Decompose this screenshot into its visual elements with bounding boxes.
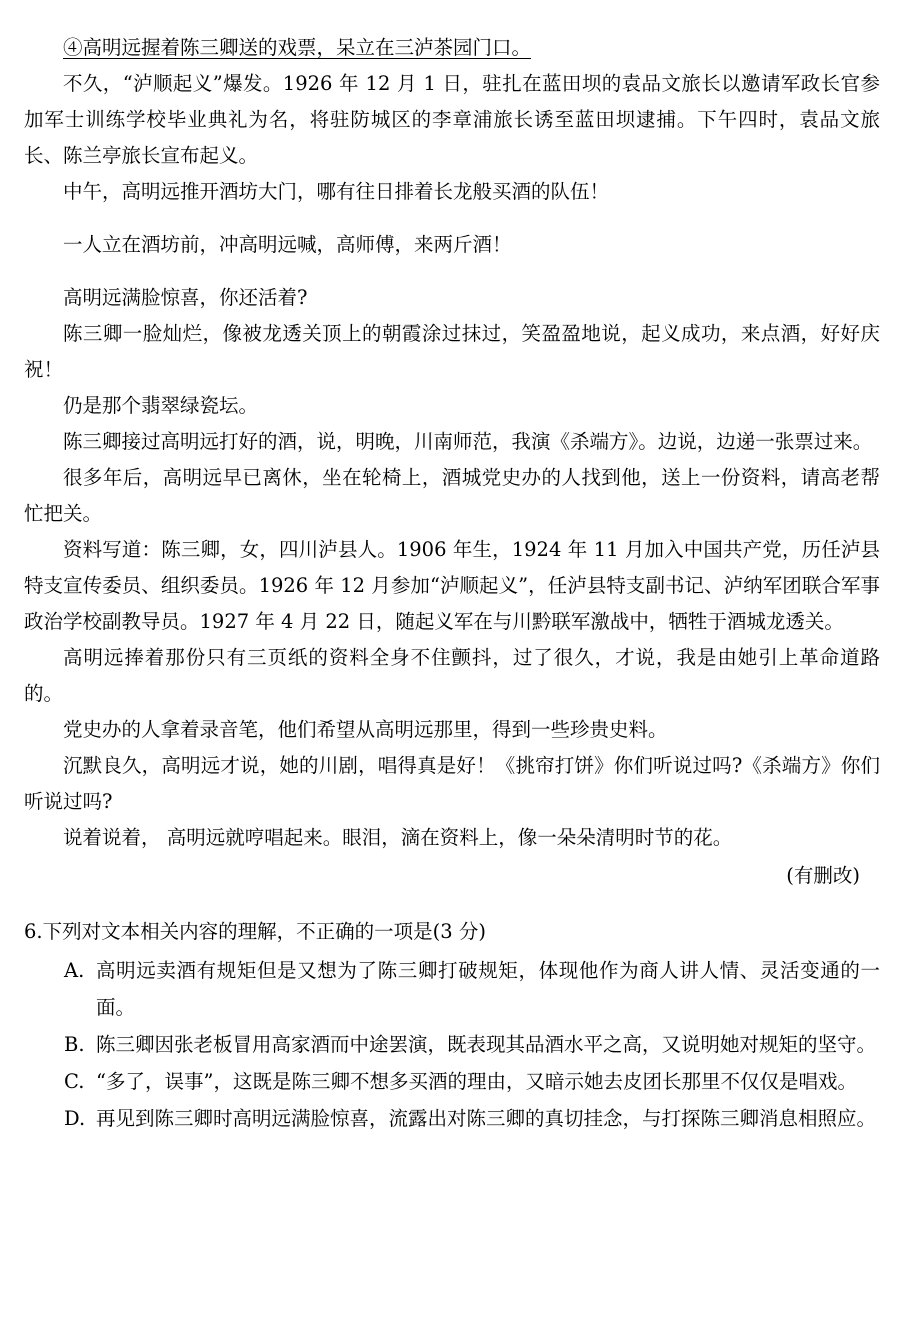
option-d [64, 1100, 880, 1137]
story-paragraph-11: 高明远捧着那份只有三页纸的资料全身不住颤抖，过了很久，才说，我是由她引上革命道路的。 [24, 646, 880, 705]
option-b [64, 1026, 880, 1063]
story-paragraph-4: 一人立在酒坊前，冲高明远喊，高师傅，来两斤酒！ [63, 233, 512, 256]
option-text: 陈三卿因张老板冒用高家酒而中途罢演，既表现其品酒水平之高，又说明她对规矩的坚守。 [96, 1033, 877, 1056]
option-label: C. [64, 1070, 85, 1093]
story-paragraph-10: 资料写道：陈三卿，女，四川泸县人。1906 年生，1924 年 11 月加入中国共产党，历任泸县特支宣传委员、组织委员。1926 年 12 月参加“泸顺起义”，任泸县特支副书记、泸纳军团联合军事政治学校副教导员。1927 年 4 月 22 日，随起义军在与川黔联军激战中，牺牲于酒城龙透关。 [24, 538, 881, 633]
option-text: 再见到陈三卿时高明远满脸惊喜，流露出对陈三卿的真切挂念，与打探陈三卿消息相照应。 [96, 1107, 877, 1130]
option-c [64, 1063, 880, 1100]
option-label: A. [64, 959, 85, 982]
option-text: 高明远卖酒有规矩但是又想为了陈三卿打破规矩，体现他作为商人讲人情、灵活变通的一面。 [96, 959, 880, 1019]
story-paragraph-3: 中午，高明远推开酒坊大门，哪有往日排着长龙般买酒的队伍！ [63, 180, 610, 203]
story-paragraph-9: 很多年后，高明远早已离休，坐在轮椅上，酒城党史办的人找到他，送上一份资料，请高老帮忙把关。 [24, 466, 880, 525]
story-paragraph-1: ④高明远握着陈三卿送的戏票，呆立在三泸茶园门口。 [63, 36, 532, 59]
story-paragraph-14: 说着说着， 高明远就哼唱起来。眼泪，滴在资料上，像一朵朵清明时节的花。 [63, 826, 733, 849]
document-page [24, 30, 880, 1137]
option-text: “多了，误事”，这既是陈三卿不想多买酒的理由，又暗示她去皮团长那里不仅仅是唱戏。 [96, 1070, 857, 1093]
option-a [64, 952, 880, 1026]
story-paragraph-5: 高明远满脸惊喜，你还活着? [63, 286, 308, 309]
story-paragraph-6: 陈三卿一脸灿烂，像被龙透关顶上的朝霞涂过抹过，笑盈盈地说，起义成功，来点酒，好好庆祝！ [24, 322, 880, 381]
option-label: D. [64, 1107, 86, 1130]
story-paragraph-7: 仍是那个翡翠绿瓷坛。 [63, 394, 259, 417]
story-paragraph-8: 陈三卿接过高明远打好的酒，说，明晚，川南师范，我演《杀端方》。边说，边递一张票过来。 [63, 430, 873, 453]
source-note: (有删改) [786, 864, 860, 887]
option-label: B. [64, 1033, 85, 1056]
story-paragraph-13: 沉默良久，高明远才说，她的川剧，唱得真是好！《挑帘打饼》你们听说过吗?《杀端方》你们听说过吗? [24, 754, 880, 813]
story-paragraph-12: 党史办的人拿着录音笔，他们希望从高明远那里，得到一些珍贵史料。 [63, 718, 668, 741]
story-paragraph-2: 不久，“泸顺起义”爆发。1926 年 12 月 1 日，驻扎在蓝田坝的袁品文旅长以邀请军政长官参加军士训练学校毕业典礼为名，将驻防城区的李章浦旅长诱至蓝田坝逮捕。下午四时，袁品文旅长、陈兰亭旅长宣布起义。 [24, 72, 880, 167]
question-title: 6.下列对文本相关内容的理解，不正确的一项是(3 分) [24, 920, 486, 943]
